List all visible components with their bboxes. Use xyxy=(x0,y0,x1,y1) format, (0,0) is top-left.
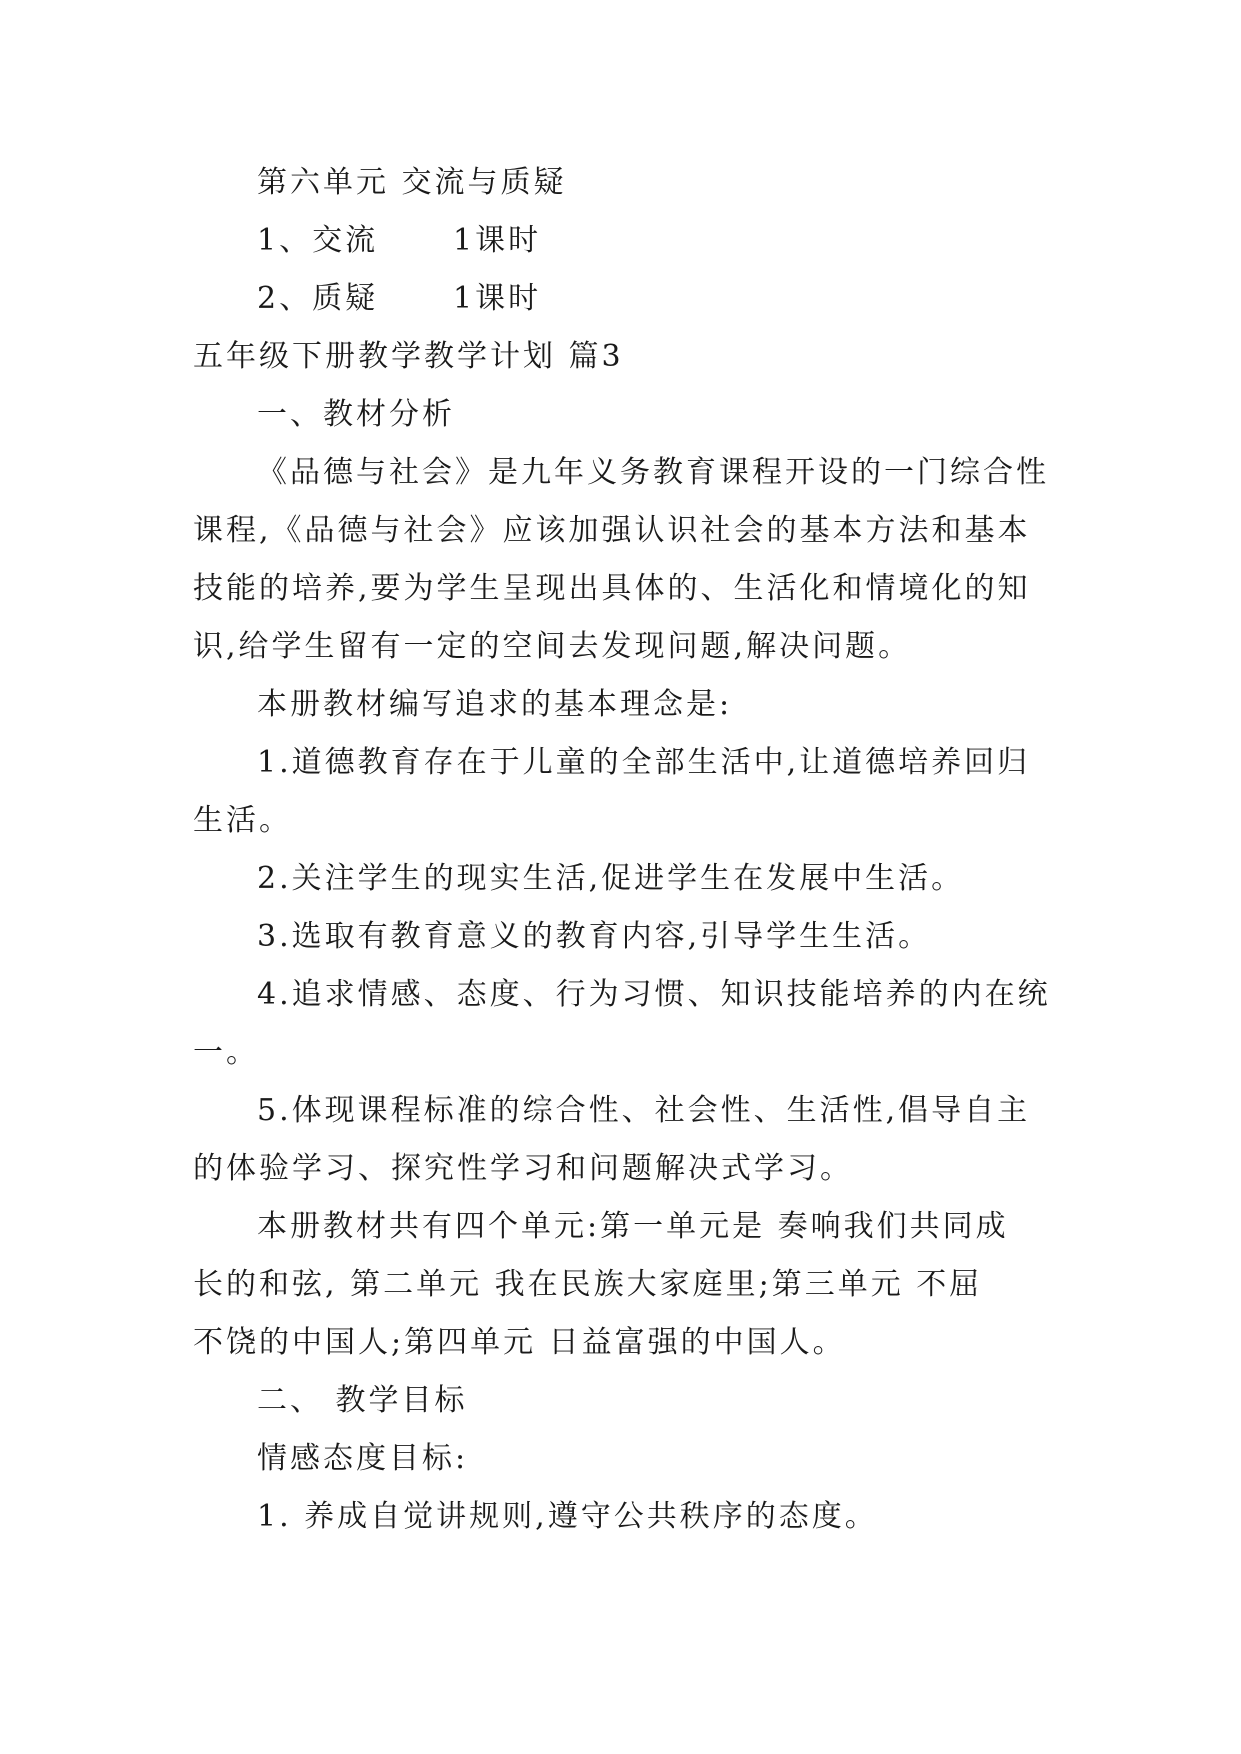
paragraph-1-line-2: 课程,《品德与社会》应该加强认识社会的基本方法和基本 xyxy=(193,513,1031,548)
unit6-item-1 xyxy=(257,221,1117,261)
unit6-title: 第六单元 交流与质疑 xyxy=(257,165,567,200)
paragraph-3-line-1: 本册教材共有四个单元:第一单元是 奏响我们共同成 xyxy=(257,1209,1009,1244)
sub-heading-attitude-goals: 情感态度目标: xyxy=(257,1441,469,1476)
unit6-item-2-hours: 1课时 xyxy=(453,281,542,316)
unit6-item-1-label: 1、交流 xyxy=(257,223,379,258)
paragraph-1-line-3: 技能的培养,要为学生呈现出具体的、生活化和情境化的知 xyxy=(193,571,1031,606)
heading-teaching-goals: 二、 教学目标 xyxy=(257,1383,468,1418)
item-2: 2.关注学生的现实生活,促进学生在发展中生活。 xyxy=(257,861,965,896)
item-5-line-2: 的体验学习、探究性学习和问题解决式学习。 xyxy=(193,1151,853,1186)
paragraph-2: 本册教材编写追求的基本理念是: xyxy=(257,687,733,722)
item-5-line-1: 5.体现课程标准的综合性、社会性、生活性,倡导自主 xyxy=(257,1093,1031,1128)
paragraph-1-line-4: 识,给学生留有一定的空间去发现问题,解决问题。 xyxy=(193,629,912,664)
item-4-line-2: 一。 xyxy=(193,1035,259,1070)
paragraph-3-line-2: 长的和弦, 第二单元 我在民族大家庭里;第三单元 不屈 xyxy=(193,1267,983,1302)
item-1-line-2: 生活。 xyxy=(193,803,292,838)
unit6-item-2-label: 2、质疑 xyxy=(257,281,379,316)
goal-1: 1. 养成自觉讲规则,遵守公共秩序的态度。 xyxy=(257,1499,878,1534)
item-3: 3.选取有教育意义的教育内容,引导学生生活。 xyxy=(257,919,932,954)
section-title: 五年级下册教学教学计划 篇3 xyxy=(193,339,624,374)
paragraph-3-line-3: 不饶的中国人;第四单元 日益富强的中国人。 xyxy=(193,1325,846,1360)
item-1-line-1: 1.道德教育存在于儿童的全部生活中,让道德培养回归 xyxy=(257,745,1031,780)
unit6-item-1-hours: 1课时 xyxy=(453,223,542,258)
item-4-line-1: 4.追求情感、态度、行为习惯、知识技能培养的内在统 xyxy=(257,977,1051,1012)
unit6-item-2 xyxy=(257,279,1117,319)
paragraph-1-line-1: 《品德与社会》是九年义务教育课程开设的一门综合性 xyxy=(257,455,1049,490)
heading-textbook-analysis: 一、教材分析 xyxy=(257,397,455,432)
